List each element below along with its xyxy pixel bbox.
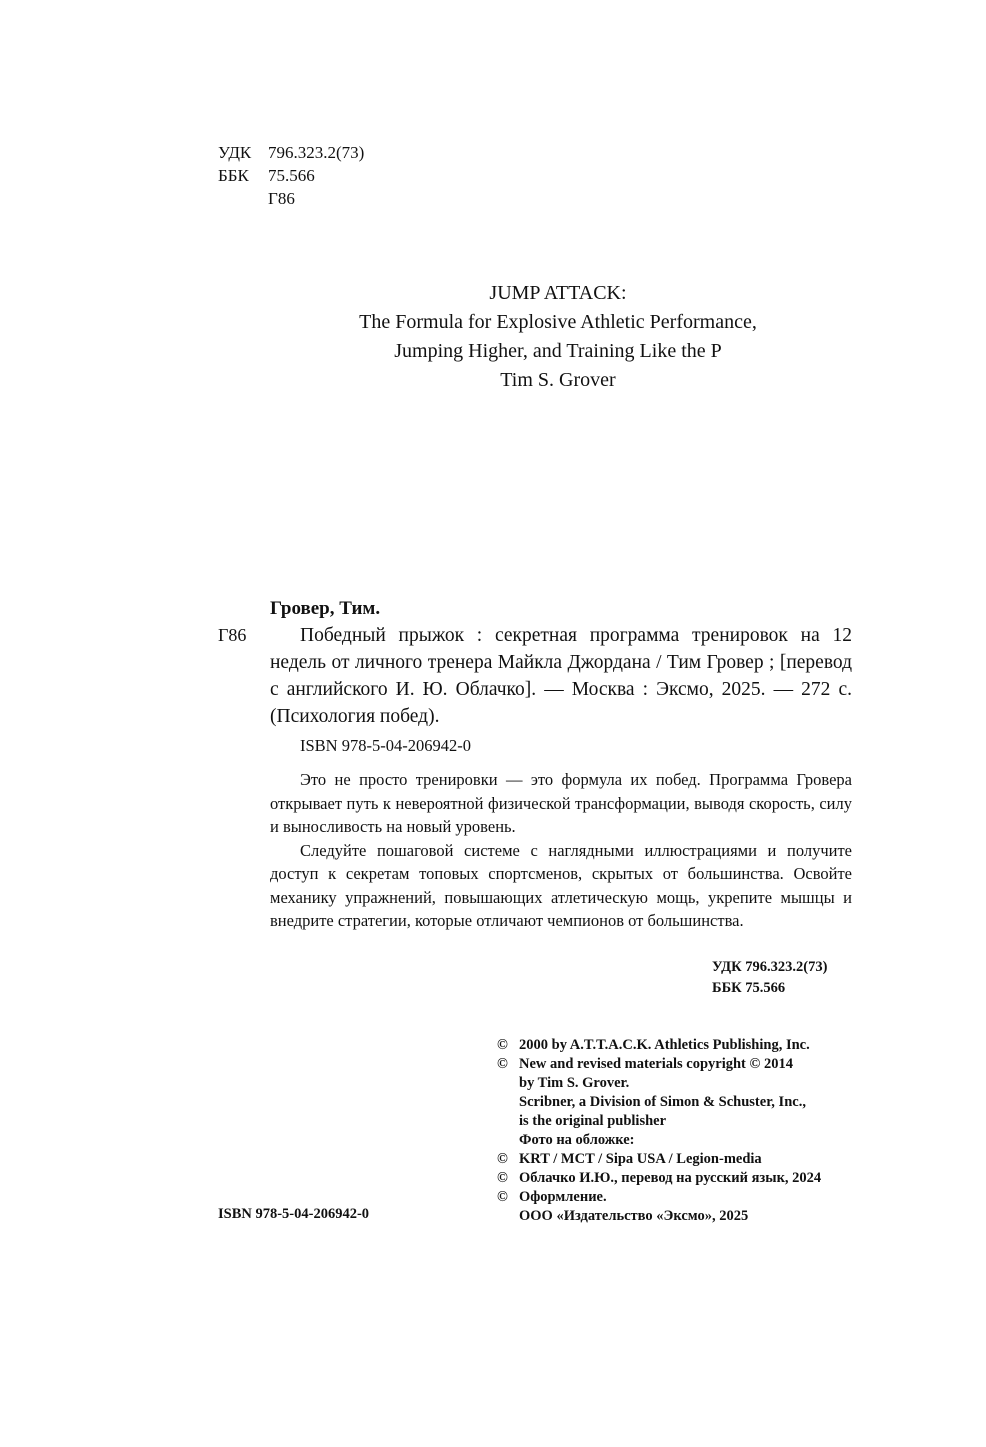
bbk-value: 75.566 (268, 166, 315, 185)
copyright-line: KRT / MCT / Sipa USA / Legion-media (519, 1151, 762, 1167)
bib-author: Гровер, Тим. (270, 598, 381, 619)
author-code: Г86 (268, 189, 295, 208)
copyright-line: 2000 by A.T.T.A.C.K. Athletics Publishing, Inc. (519, 1037, 810, 1053)
copyright-row (497, 1055, 821, 1074)
udk-row (218, 141, 364, 164)
copyright-line: Оформление. (519, 1189, 607, 1205)
copyright-line: is the original publisher (519, 1113, 667, 1129)
copyright-row (497, 1074, 821, 1093)
copyright-row (497, 1207, 821, 1226)
copyright-symbol: © (497, 1037, 508, 1053)
copyright-row (497, 1131, 821, 1150)
copyright-row (497, 1036, 821, 1055)
copyright-symbol: © (497, 1151, 508, 1167)
original-title-block (200, 279, 916, 395)
annotation-paragraph-2: Следуйте пошаговой системе с наглядными иллюстрациями и получите доступ к секретам топовых спортсменов, скрытых от большинства. Освойте механику упражнений, повышающих атлетическую мощь, укрепите мышцы и внедрите стратегии, которые отличают чемпионов от большинства. (270, 840, 852, 930)
copyright-row (497, 1150, 821, 1169)
bbk-row (218, 164, 364, 187)
copyright-row (497, 1112, 821, 1131)
copyright-symbol: © (497, 1170, 508, 1186)
original-author: Tim S. Grover (500, 369, 616, 391)
annotation-paragraph-1: Это не просто тренировки — это формула их побед. Программа Гровера открывает путь к невероятной физической трансформации, выводя скорость, силу и выносливость на новый уровень. (270, 770, 852, 836)
classification-block (218, 141, 364, 210)
bib-description-text: Победный прыжок : секретная программа тренировок на 12 недель от личного тренера Майкла Джордана / Тим Гровер ; [перевод с английского И. Ю. Облачко]. — Москва : Эксмо, 2025. — 272 с. (Психология побед). (270, 625, 852, 727)
copyright-symbol: © (497, 1056, 508, 1072)
udk-label: УДК (218, 143, 252, 162)
annotation-codes (712, 957, 827, 999)
original-title-line1: JUMP ATTACK: (489, 282, 627, 304)
copyright-line: Фото на обложке: (519, 1132, 635, 1148)
udk-value: 796.323.2(73) (268, 143, 365, 162)
copyright-row (497, 1169, 821, 1188)
isbn-bottom: ISBN 978-5-04-206942-0 (218, 1206, 370, 1222)
copyright-line: by Tim S. Grover. (519, 1075, 630, 1091)
copyright-line: ООО «Издательство «Эксмо», 2025 (519, 1208, 749, 1224)
annotation (270, 768, 852, 933)
bib-isbn: ISBN 978-5-04-206942-0 (300, 736, 471, 755)
original-title-line3: Jumping Higher, and Training Like the P (394, 340, 722, 362)
bib-cutter: Г86 (218, 625, 247, 645)
copyright-row (497, 1188, 821, 1207)
copyright-line: Scribner, a Division of Simon & Schuster, Inc., (519, 1094, 806, 1110)
original-title-line2: The Formula for Explosive Athletic Performance, (359, 311, 757, 333)
bbk-label: ББК (218, 166, 249, 185)
copyright-symbol: © (497, 1189, 508, 1205)
bib-description (270, 622, 852, 730)
copyright-line: Облачко И.Ю., перевод на русский язык, 2024 (519, 1170, 822, 1186)
copyright-row (497, 1093, 821, 1112)
annotation-udk: УДК 796.323.2(73) (712, 959, 828, 975)
copyright-block (497, 1036, 821, 1226)
copyright-line: New and revised materials copyright © 2014 (519, 1056, 793, 1072)
annotation-bbk: ББК 75.566 (712, 980, 786, 996)
